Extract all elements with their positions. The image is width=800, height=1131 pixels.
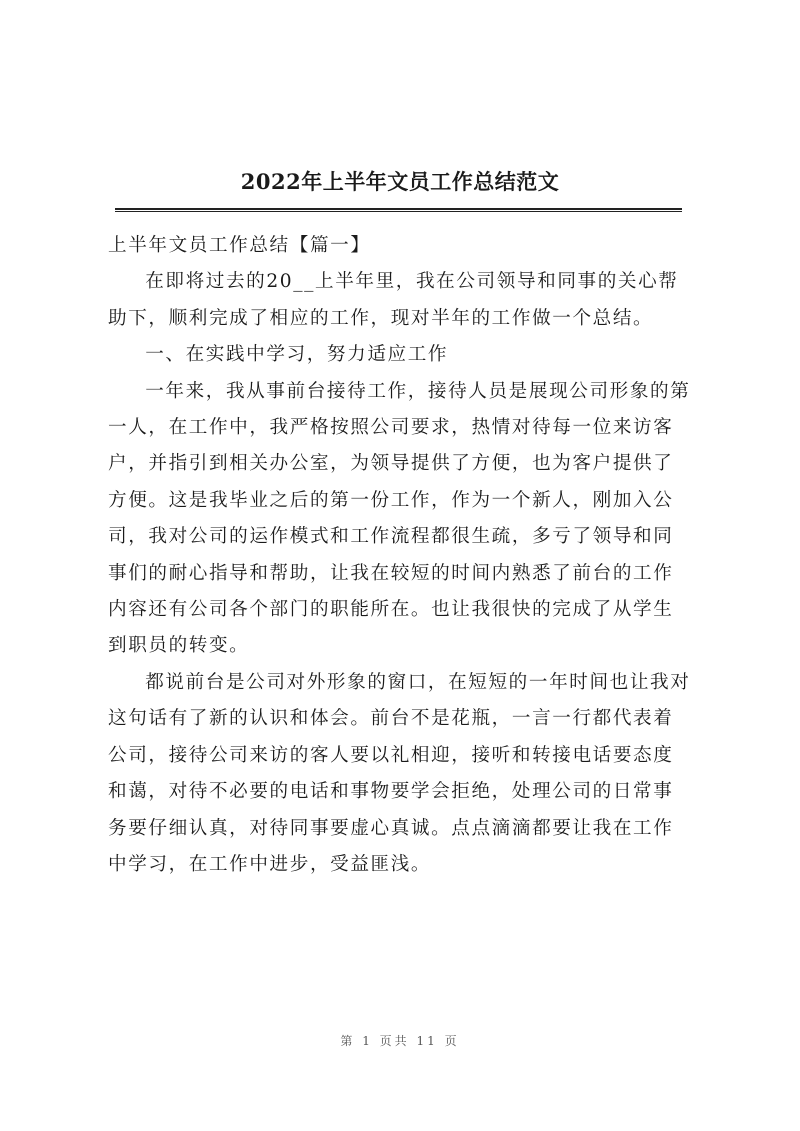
paragraph-reception-work: 一年来，我从事前台接待工作，接待人员是展现公司形象的第一人，在工作中，我严格按照公司要求，热情对待每一位来访客户，并指引到相关办公室，为领导提供了方便，也为客户提供了方便。这是我毕业之后的第一份工作，作为一个新人，刚加入公司，我对公司的运作模式和工作流程都很生疏，多亏了领导和同事们的耐心指导和帮助，让我在较短的时间内熟悉了前台的工作内容还有公司各个部门的职能所在。也让我很快的完成了从学生到职员的转变。 bbox=[108, 380, 691, 657]
subheading-learning: 一、在实践中学习，努力适应工作 bbox=[145, 344, 449, 366]
document-body bbox=[108, 228, 692, 883]
title-divider bbox=[115, 208, 682, 212]
paragraph-intro: 在即将过去的20__上半年里，我在公司领导和同事的关心帮助下，顺利完成了相应的工作，现对半年的工作做一个总结。 bbox=[108, 271, 679, 329]
document-title: 2022年上半年文员工作总结范文 bbox=[240, 169, 560, 194]
page-footer: 第 1 页共 11 页 bbox=[340, 1034, 460, 1048]
section-heading: 上半年文员工作总结【篇一】 bbox=[108, 235, 371, 256]
paragraph-front-desk-image: 都说前台是公司对外形象的窗口，在短短的一年时间也让我对这句话有了新的认识和体会。前台不是花瓶，一言一行都代表着公司，接待公司来访的客人要以礼相迎，接听和转接电话要态度和蔼，对待不必要的电话和事物要学会拒绝，处理公司的日常事务要仔细认真，对待同事要虚心真诚。点点滴滴都要让我在工作中学习，在工作中进步，受益匪浅。 bbox=[108, 671, 691, 875]
